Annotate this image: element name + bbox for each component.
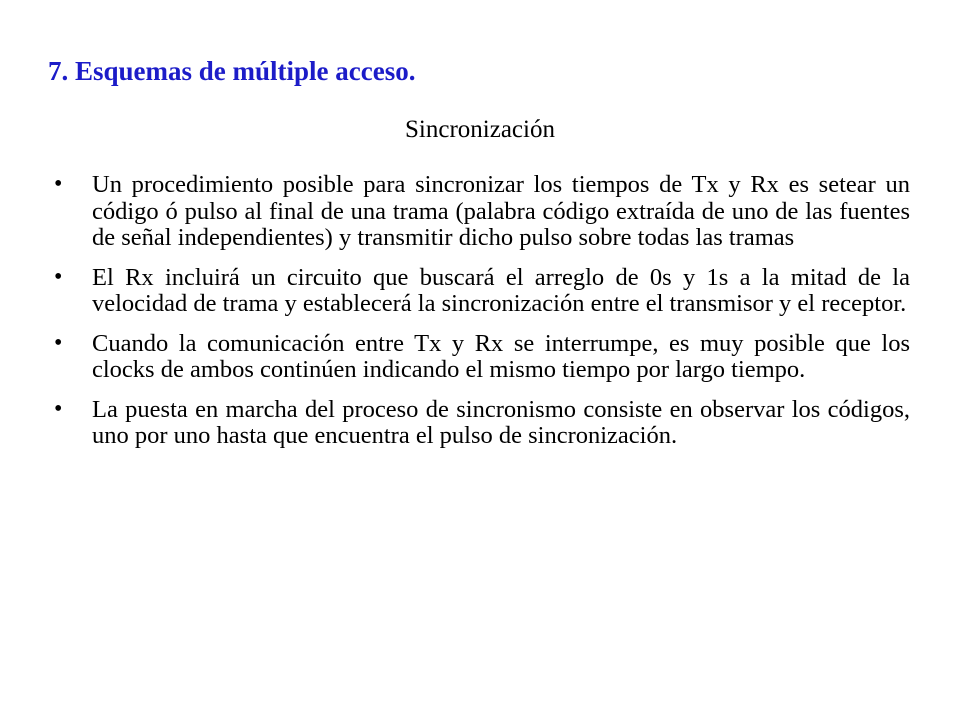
bullet-marker: • bbox=[54, 171, 63, 197]
bullet-item bbox=[54, 265, 910, 318]
slide-title: 7. Esquemas de múltiple acceso. bbox=[48, 56, 416, 86]
bullet-text: El Rx incluirá un circuito que buscará el arreglo de 0s y 1s a la mitad de la velocidad de trama y establecerá la sincronización entre el transmisor y el receptor. bbox=[92, 263, 910, 317]
bullet-text: Un procedimiento posible para sincronizar los tiempos de Tx y Rx es setear un código ó pulso al final de una trama (palabra código extraída de uno de las fuentes de señal independientes) y transmitir dicho pulso sobre todas las tramas bbox=[92, 171, 910, 251]
bullet-text: Cuando la comunicación entre Tx y Rx se interrumpe, es muy posible que los clocks de ambos continúen indicando el mismo tiempo por largo tiempo. bbox=[92, 329, 910, 383]
bullet-marker: • bbox=[54, 263, 63, 290]
bullet-item bbox=[54, 172, 910, 252]
slide-subtitle: Sincronización bbox=[405, 116, 555, 143]
bullet-text: La puesta en marcha del proceso de sincronismo consiste en observar los códigos, uno por uno hasta que encuentra el pulso de sincronización. bbox=[92, 395, 910, 449]
bullet-item bbox=[54, 331, 910, 384]
bullet-list bbox=[54, 172, 910, 463]
bullet-marker: • bbox=[54, 395, 63, 422]
bullet-marker: • bbox=[54, 329, 63, 356]
bullet-item bbox=[54, 397, 910, 450]
